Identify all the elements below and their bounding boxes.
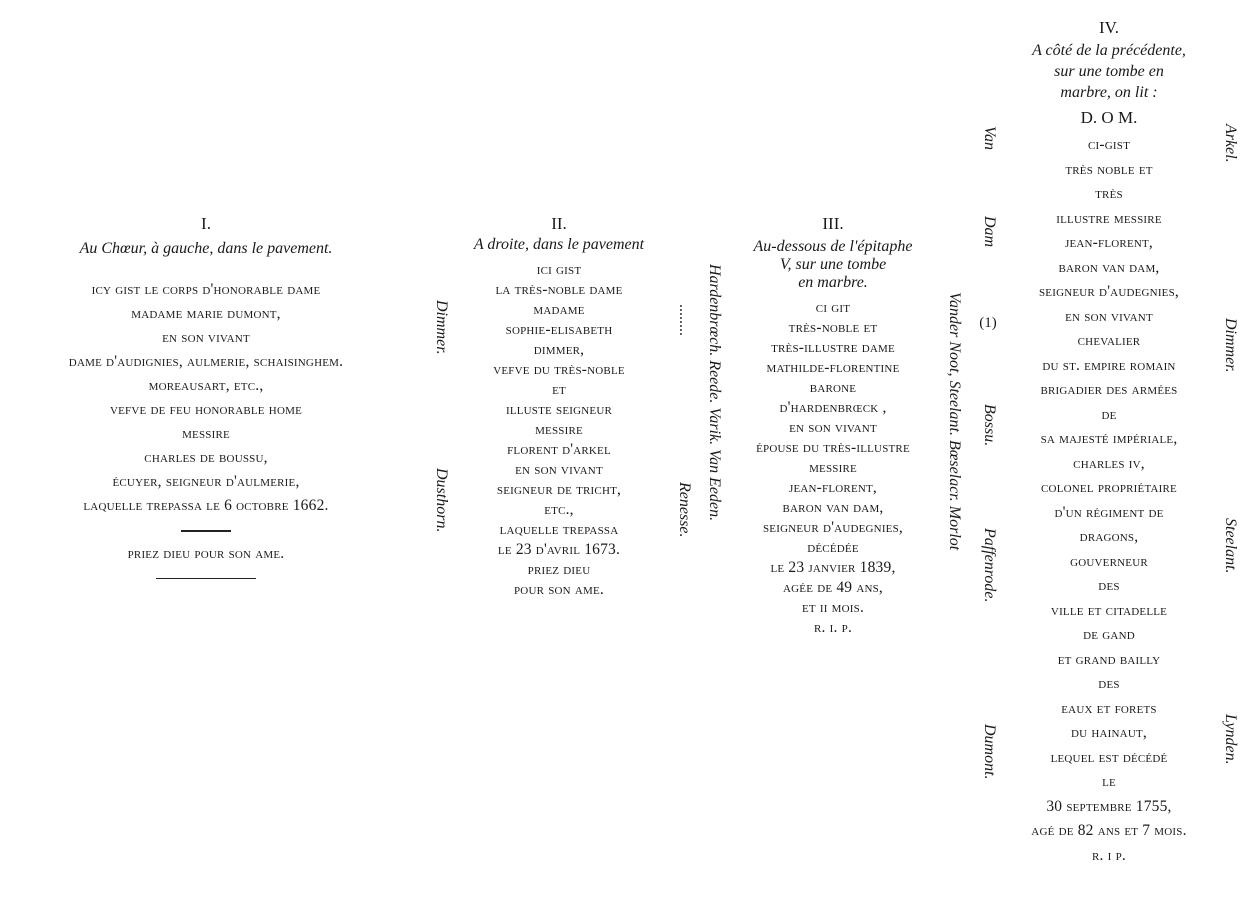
side-heraldry-label: Dusthorn.: [433, 468, 450, 533]
epitaph-3-line: ci git: [815, 299, 851, 316]
epitaph-4-location: A côté de la précédente,: [1032, 42, 1186, 59]
epitaph-2-number: II.: [551, 214, 567, 233]
side-heraldry-label: Dimmer.: [433, 300, 450, 355]
epitaph-4-line: de gand: [1083, 626, 1135, 643]
epitaph-3-line: très-illustre dame: [771, 339, 895, 356]
epitaph-3-line: le 23 janvier 1839,: [770, 559, 896, 576]
epitaph-2-line: en son vivant: [515, 461, 603, 478]
epitaph-4-line: du st. empire romain: [1042, 356, 1176, 374]
epitaph-4-line: dragons,: [1079, 528, 1139, 545]
epitaph-1-closing: priez dieu pour son ame.: [127, 545, 285, 562]
epitaph-2-line: vefve du très-noble: [493, 361, 625, 378]
epitaph-1-line: moreausart, etc.,: [148, 377, 264, 394]
epitaph-4-location: sur une tombe en: [1054, 63, 1164, 80]
epitaph-4-line: ci-gist: [1087, 136, 1130, 153]
side-heraldry-label: ........: [676, 304, 693, 336]
epitaph-1-line: icy gist le corps d'honorable dame: [91, 281, 321, 298]
epitaph-4-line: eaux et forets: [1061, 699, 1157, 717]
epitaph-4-line: gouverneur: [1070, 552, 1148, 570]
epitaph-1-line: en son vivant: [162, 329, 250, 346]
epitaph-3-line: seigneur d'audegnies,: [762, 519, 903, 536]
epitaph-4-line: le: [1102, 773, 1116, 790]
epitaph-4-line: colonel propriétaire: [1041, 479, 1177, 496]
epitaph-4-line: jean-florent,: [1064, 234, 1154, 251]
side-heraldry-label: Van: [981, 126, 998, 150]
epitaph-4-line: très noble et: [1065, 160, 1153, 178]
epitaph-2-line: la très-noble dame: [495, 281, 623, 298]
divider: [181, 530, 231, 532]
epitaph-1-line: charles de boussu,: [144, 449, 268, 466]
epitaph-3-line: messire: [809, 459, 857, 476]
footnote-marker: (1): [979, 315, 997, 331]
epitaph-2-line: madame: [533, 301, 585, 318]
epitaph-3-line: agée de 49 ans,: [783, 579, 883, 596]
epitaph-3-line: barone: [809, 379, 857, 396]
epitaph-1-line: dame d'audignies, aulmerie, schaisinghem.: [68, 353, 344, 370]
epitaph-4-line: r. i p.: [1091, 846, 1127, 864]
side-heraldry-label: Renesse.: [676, 482, 693, 538]
epitaph-4-line: ville et citadelle: [1050, 601, 1168, 619]
side-heraldry-label: Dumont.: [981, 724, 998, 780]
epitaph-2-line: dimmer,: [533, 341, 585, 358]
epitaph-1-number: I.: [201, 214, 211, 233]
side-heraldry-label: Paffenrode.: [981, 528, 998, 603]
epitaph-3-line: en son vivant: [789, 419, 877, 436]
side-heraldry-label: Lynden.: [1222, 714, 1239, 765]
epitaph-2-line: sophie-elisabeth: [505, 321, 613, 338]
epitaph-2-line: ici gist: [536, 261, 582, 278]
epitaph-3: [722, 214, 944, 638]
side-heraldry-label: Dimmer.: [1222, 318, 1239, 373]
epitaph-3-line: d'hardenbrœck ,: [779, 399, 887, 416]
epitaph-1: [0, 214, 412, 579]
epitaph-2-line: laquelle trepassa: [499, 521, 619, 538]
epitaph-4-line: très: [1095, 185, 1123, 202]
epitaph-4-line: du hainaut,: [1071, 724, 1147, 741]
epitaph-4-line: seigneur d'audegnies,: [1038, 283, 1179, 300]
epitaph-1-line: madame marie dumont,: [131, 305, 281, 322]
side-heraldry-label: Dam: [981, 216, 998, 248]
epitaph-2-line: etc.,: [544, 501, 574, 518]
epitaph-2: [446, 214, 672, 600]
side-heraldry-label: Vander Noot, Steelant. Bœselacr. Morlot: [946, 292, 963, 551]
epitaph-2-location: A droite, dans le pavement: [473, 236, 645, 253]
epitaph-3-location: Au-dessous de l'épitaphe: [753, 238, 913, 255]
epitaph-4-line: sa majesté impériale,: [1040, 430, 1178, 447]
epitaph-2-line: priez dieu: [527, 561, 591, 578]
epitaph-3-line: épouse du très-illustre: [756, 439, 910, 456]
epitaph-2-line: florent d'arkel: [507, 441, 611, 458]
epitaph-4-line: charles iv,: [1073, 454, 1145, 472]
epitaph-3-location: en marbre.: [798, 274, 868, 291]
epitaph-3-line: baron van dam,: [782, 499, 884, 516]
epitaph-2-line: seigneur de tricht,: [496, 481, 622, 498]
epitaph-4-line: en son vivant: [1065, 307, 1153, 325]
epitaph-1-location: Au Chœur, à gauche, dans le pavement.: [79, 240, 333, 257]
epitaph-1-line: vefve de feu honorable home: [109, 401, 302, 418]
epitaph-4-line: illustre messire: [1056, 209, 1162, 227]
epitaph-3-line: très-noble et: [788, 319, 878, 336]
epitaph-4-dom: D. O M.: [1080, 108, 1138, 127]
epitaph-4: [996, 18, 1222, 868]
epitaph-3-location: V, sur une tombe: [779, 256, 887, 273]
epitaph-1-line: laquelle trepassa le 6 octobre 1662.: [83, 497, 329, 514]
epitaph-4-number: IV.: [1099, 18, 1119, 37]
epitaph-3-line: mathilde-florentine: [766, 359, 900, 376]
epitaph-4-location: marbre, on lit :: [1060, 84, 1158, 101]
epitaph-4-line: agé de 82 ans et 7 mois.: [1031, 822, 1187, 839]
epitaph-1-line: écuyer, seigneur d'aulmerie,: [112, 473, 300, 490]
epitaph-3-number: III.: [822, 214, 844, 233]
epitaph-1-line: messire: [182, 425, 230, 442]
epitaph-4-line: des: [1098, 675, 1120, 692]
side-heraldry-label: Hardenbrœch. Reede. Varik. Van Eeden.: [706, 264, 723, 522]
epitaph-2-line: pour son ame.: [513, 581, 605, 598]
epitaph-4-line: et grand bailly: [1057, 650, 1161, 668]
epitaph-3-line: r. i. p.: [813, 619, 853, 636]
epitaph-4-line: lequel est décédé: [1050, 748, 1168, 766]
side-heraldry-label: Steelant.: [1222, 518, 1239, 574]
epitaph-4-line: brigadier des armées: [1040, 381, 1178, 398]
epitaph-4-line: de: [1101, 405, 1117, 423]
epitaph-4-line: des: [1098, 577, 1120, 594]
epitaph-4-line: chevalier: [1077, 332, 1141, 349]
epitaph-3-line: décédée: [807, 539, 859, 556]
epitaph-2-line: illuste seigneur: [505, 401, 613, 418]
epitaph-2-line: et: [552, 381, 566, 398]
epitaph-3-line: jean-florent,: [788, 479, 878, 496]
epitaph-4-line: 30 septembre 1755,: [1046, 797, 1172, 815]
epitaph-4-line: baron van dam,: [1058, 258, 1160, 276]
divider: [156, 578, 256, 579]
epitaph-4-line: d'un régiment de: [1054, 503, 1164, 521]
side-heraldry-label: Arkel.: [1222, 124, 1239, 163]
epitaph-2-line: messire: [535, 421, 583, 438]
epitaph-3-line: et ii mois.: [801, 599, 865, 616]
side-heraldry-label: Bossu.: [981, 404, 998, 447]
epitaph-2-line: le 23 d'avril 1673.: [497, 541, 621, 558]
